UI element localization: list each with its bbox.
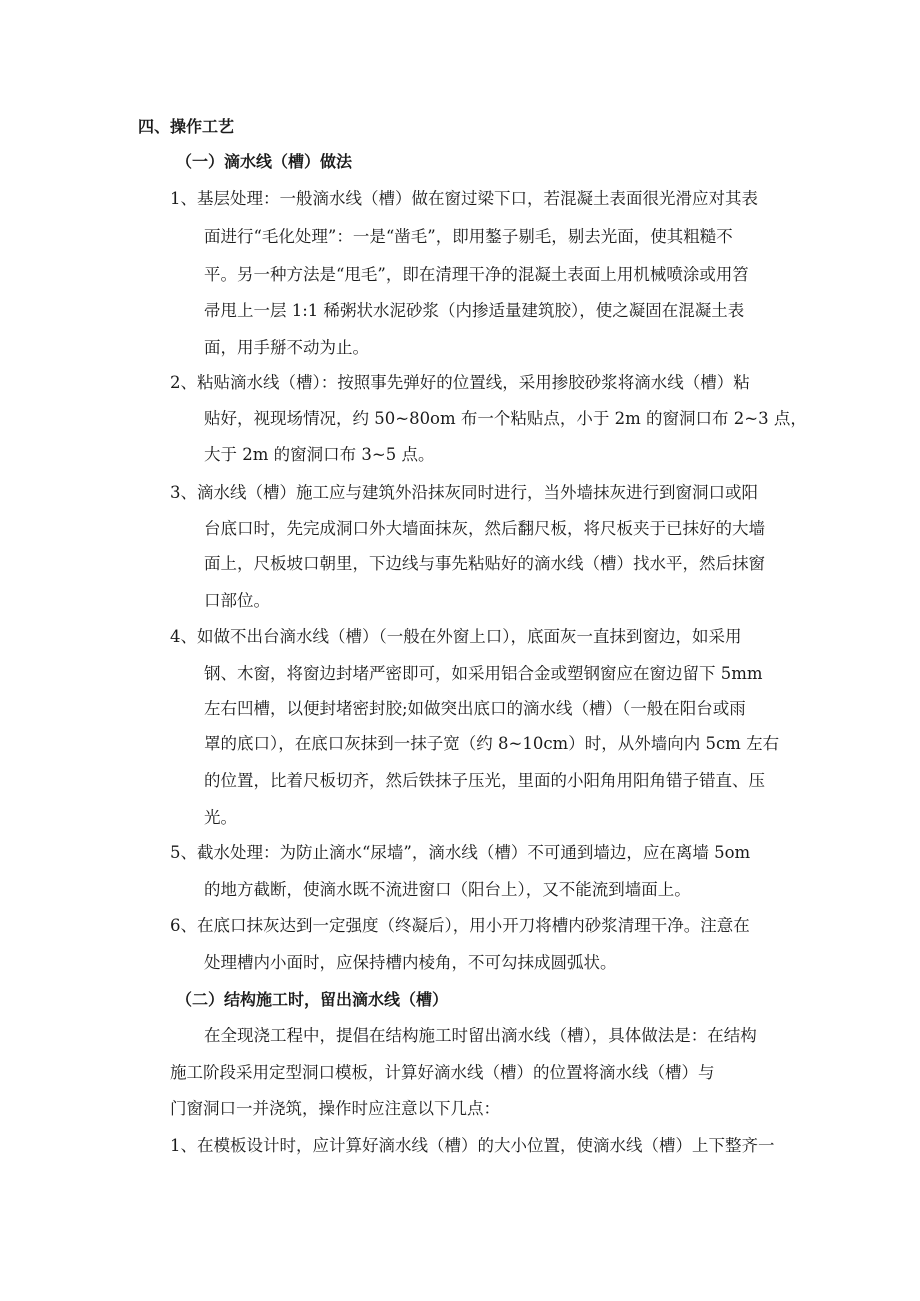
- item-3-line-1: 3、滴水线（槽）施工应与建筑外沿抹灰同时进行，当外墙抹灰进行到窗洞口或阳: [170, 483, 758, 502]
- item-5-line-2: 的地方截断，使滴水既不流进窗口（阳台上），又不能流到墙面上。: [204, 880, 691, 899]
- item-4-line-1: 4、如做不出台滴水线（槽）（一般在外窗上口），底面灰一直抹到窗边，如采用: [170, 627, 742, 646]
- item-4-line-5: 的位置，比着尺板切齐，然后铁抹子压光，里面的小阳角用阳角错子错直、压: [204, 771, 765, 790]
- item-4-line-4: 罩的底口），在底口灰抹到一抹子宽（约 8~10cm）时，从外墙向内 5cm 左右: [204, 734, 780, 753]
- item-3-line-2: 台底口时，先完成洞口外大墙面抹灰，然后翻尺板，将尺板夹于已抹好的大墙: [204, 519, 765, 538]
- item-3-line-3: 面上，尺板坡口朝里，下边线与事先粘贴好的滴水线（槽）找水平，然后抹窗: [204, 554, 765, 573]
- sec2-para-line-2: 施工阶段采用定型洞口模板，计算好滴水线（槽）的位置将滴水线（槽）与: [170, 1063, 715, 1082]
- section-heading: 四、操作工艺: [138, 117, 235, 136]
- item-3-line-4: 口部位。: [204, 591, 270, 610]
- sec2-para-line-3: 门窗洞口一并浇筑，操作时应注意以下几点：: [170, 1099, 500, 1118]
- item-2-line-2: 贴好，视现场情况，约 50~80om 布一个粘贴点，小于 2m 的窗洞口布 2~3 点，: [204, 409, 807, 428]
- item-4-line-3: 左右凹槽，以便封堵密封胶;如做突出底口的滴水线（槽）（一般在阳台或雨: [204, 699, 746, 718]
- sec2-para-line-1: 在全现浇工程中，提倡在结构施工时留出滴水线（槽），具体做法是：在结构: [204, 1026, 757, 1045]
- item-1-line-2: 面进行“毛化处理”：一是“凿毛”，即用鏊子剔毛，剔去光面，使其粗糙不: [204, 227, 733, 246]
- subsection-title-1: （一）滴水线（槽）做法: [176, 152, 353, 171]
- item-1-line-5: 面，用手掰不动为止。: [204, 338, 369, 357]
- subsection-title-2: （二）结构施工时，留出滴水线（槽）: [176, 990, 449, 1009]
- sec2-item-1-line-1: 1、在模板设计时，应计算好滴水线（槽）的大小位置，使滴水线（槽）上下整齐一: [170, 1136, 775, 1155]
- item-2-line-3: 大于 2m 的窗洞口布 3~5 点。: [204, 445, 435, 464]
- item-2-line-1: 2、粘贴滴水线（槽）：按照事先弹好的位置线，采用掺胶砂浆将滴水线（槽）粘: [170, 373, 750, 392]
- item-6-line-1: 6、在底口抹灰达到一定强度（终凝后），用小开刀将槽内砂浆清理干净。注意在: [170, 916, 750, 935]
- item-1-line-4: 帚甩上一层 1:1 稀粥状水泥砂浆（内掺适量建筑胶），使之凝固在混凝土表: [204, 301, 745, 320]
- item-1-line-3: 平。另一种方法是“甩毛”，即在清理干净的混凝土表面上用机械喷涂或用笤: [204, 265, 749, 284]
- item-4-line-2: 钢、木窗，将窗边封堵严密即可，如采用铝合金或塑钢窗应在窗边留下 5mm: [204, 664, 763, 683]
- item-6-line-2: 处理槽内小面时，应保持槽内棱角，不可勾抹成圆弧状。: [204, 953, 617, 972]
- item-1-line-1: 1、基层处理：一般滴水线（槽）做在窗过梁下口，若混凝土表面很光滑应对其表: [170, 189, 758, 208]
- item-4-line-6: 光。: [204, 808, 237, 827]
- item-5-line-1: 5、截水处理：为防止滴水“尿墙”，滴水线（槽）不可通到墙边，应在离墙 5om: [170, 843, 751, 862]
